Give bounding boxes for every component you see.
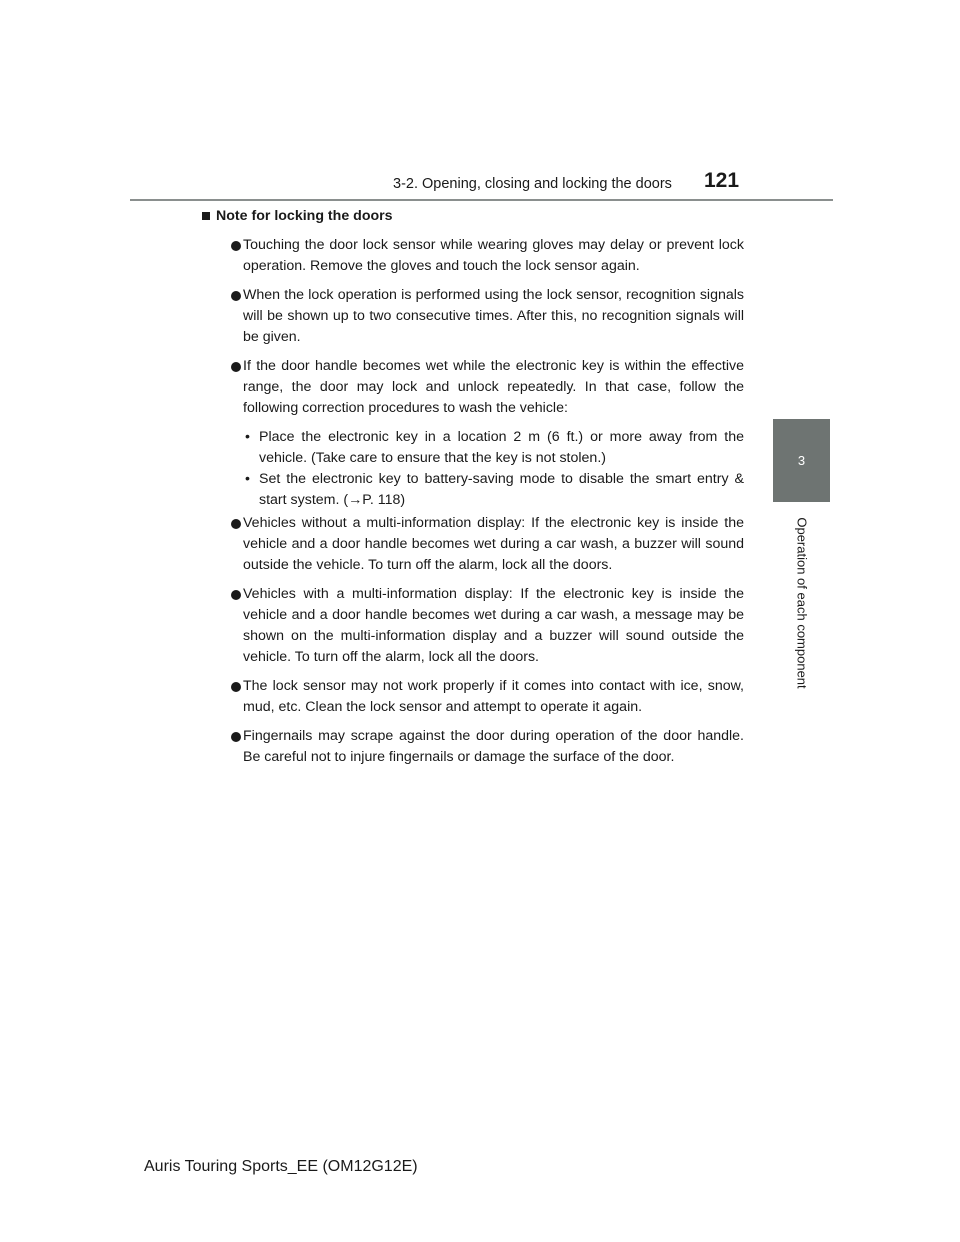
- square-bullet-icon: [202, 212, 210, 220]
- list-item: [216, 726, 744, 768]
- list-item-text: When the lock operation is performed using the lock sensor, recognition signals will be shown up to two consecutive times. After this, no recognition signals will be given.: [243, 287, 744, 345]
- page-number: 121: [704, 169, 740, 192]
- list-item-text: Fingernails may scrape against the door during operation of the door handle. Be careful not to injure fingernails or damage the surface of the door.: [243, 728, 744, 765]
- chapter-title: Operation of each component: [794, 517, 810, 689]
- chapter-tab-label: [796, 508, 808, 698]
- circle-bullet-icon: [231, 682, 241, 692]
- page-footer: Auris Touring Sports_EE (OM12G12E): [144, 1158, 418, 1175]
- sub-bullet-icon: •: [245, 429, 250, 445]
- circle-bullet-icon: [231, 291, 241, 301]
- chapter-tab: [773, 419, 830, 502]
- list-item: [216, 584, 744, 668]
- sub-list-item: [243, 427, 744, 469]
- section-title: Note for locking the doors: [216, 208, 393, 224]
- circle-bullet-icon: [231, 732, 241, 742]
- list-item: [216, 285, 744, 348]
- sub-list-item-text: Place the electronic key in a location 2 m (6 ft.) or more away from the vehicle. (Take care to ensure that the key is not stolen.): [259, 429, 744, 466]
- sub-bullet-icon: •: [245, 471, 250, 487]
- list-item-text: Vehicles with a multi-information display: If the electronic key is inside the vehicle and a door handle becomes wet during a car wash, a message may be shown on the multi-information display and a buzzer will sound outside the vehicle. To turn off the alarm, lock all the doors.: [243, 586, 744, 665]
- circle-bullet-icon: [231, 362, 241, 372]
- list-item: [216, 513, 744, 576]
- circle-bullet-icon: [231, 519, 241, 529]
- section-heading: [202, 206, 744, 227]
- list-item-text: Vehicles without a multi-information display: If the electronic key is inside the vehicle and a door handle becomes wet during a car wash, a buzzer will sound outside the vehicle. To turn off the alarm, lock all the doors.: [243, 515, 744, 573]
- header-divider: [130, 199, 833, 201]
- list-item: [216, 676, 744, 718]
- list-item-text: If the door handle becomes wet while the electronic key is within the effective range, the door may lock and unlock repeatedly. In that case, follow the following correction procedures to wash the vehicle:: [243, 358, 744, 416]
- list-item: [216, 356, 744, 419]
- sub-list-item: [243, 469, 744, 511]
- circle-bullet-icon: [231, 590, 241, 600]
- running-header-section: 3-2. Opening, closing and locking the doors: [393, 176, 672, 192]
- list-item-text: The lock sensor may not work properly if it comes into contact with ice, snow, mud, etc. Clean the lock sensor and attempt to operate it again.: [243, 678, 744, 715]
- main-content: [216, 206, 744, 776]
- sub-list-item-text: Set the electronic key to battery-saving mode to disable the smart entry & start system. (→P. 118): [259, 471, 744, 508]
- chapter-number: 3: [797, 453, 806, 468]
- sub-list: [216, 427, 744, 511]
- list-item: [216, 235, 744, 277]
- circle-bullet-icon: [231, 241, 241, 251]
- list-item-text: Touching the door lock sensor while wearing gloves may delay or prevent lock operation. Remove the gloves and touch the lock sensor again.: [243, 237, 744, 274]
